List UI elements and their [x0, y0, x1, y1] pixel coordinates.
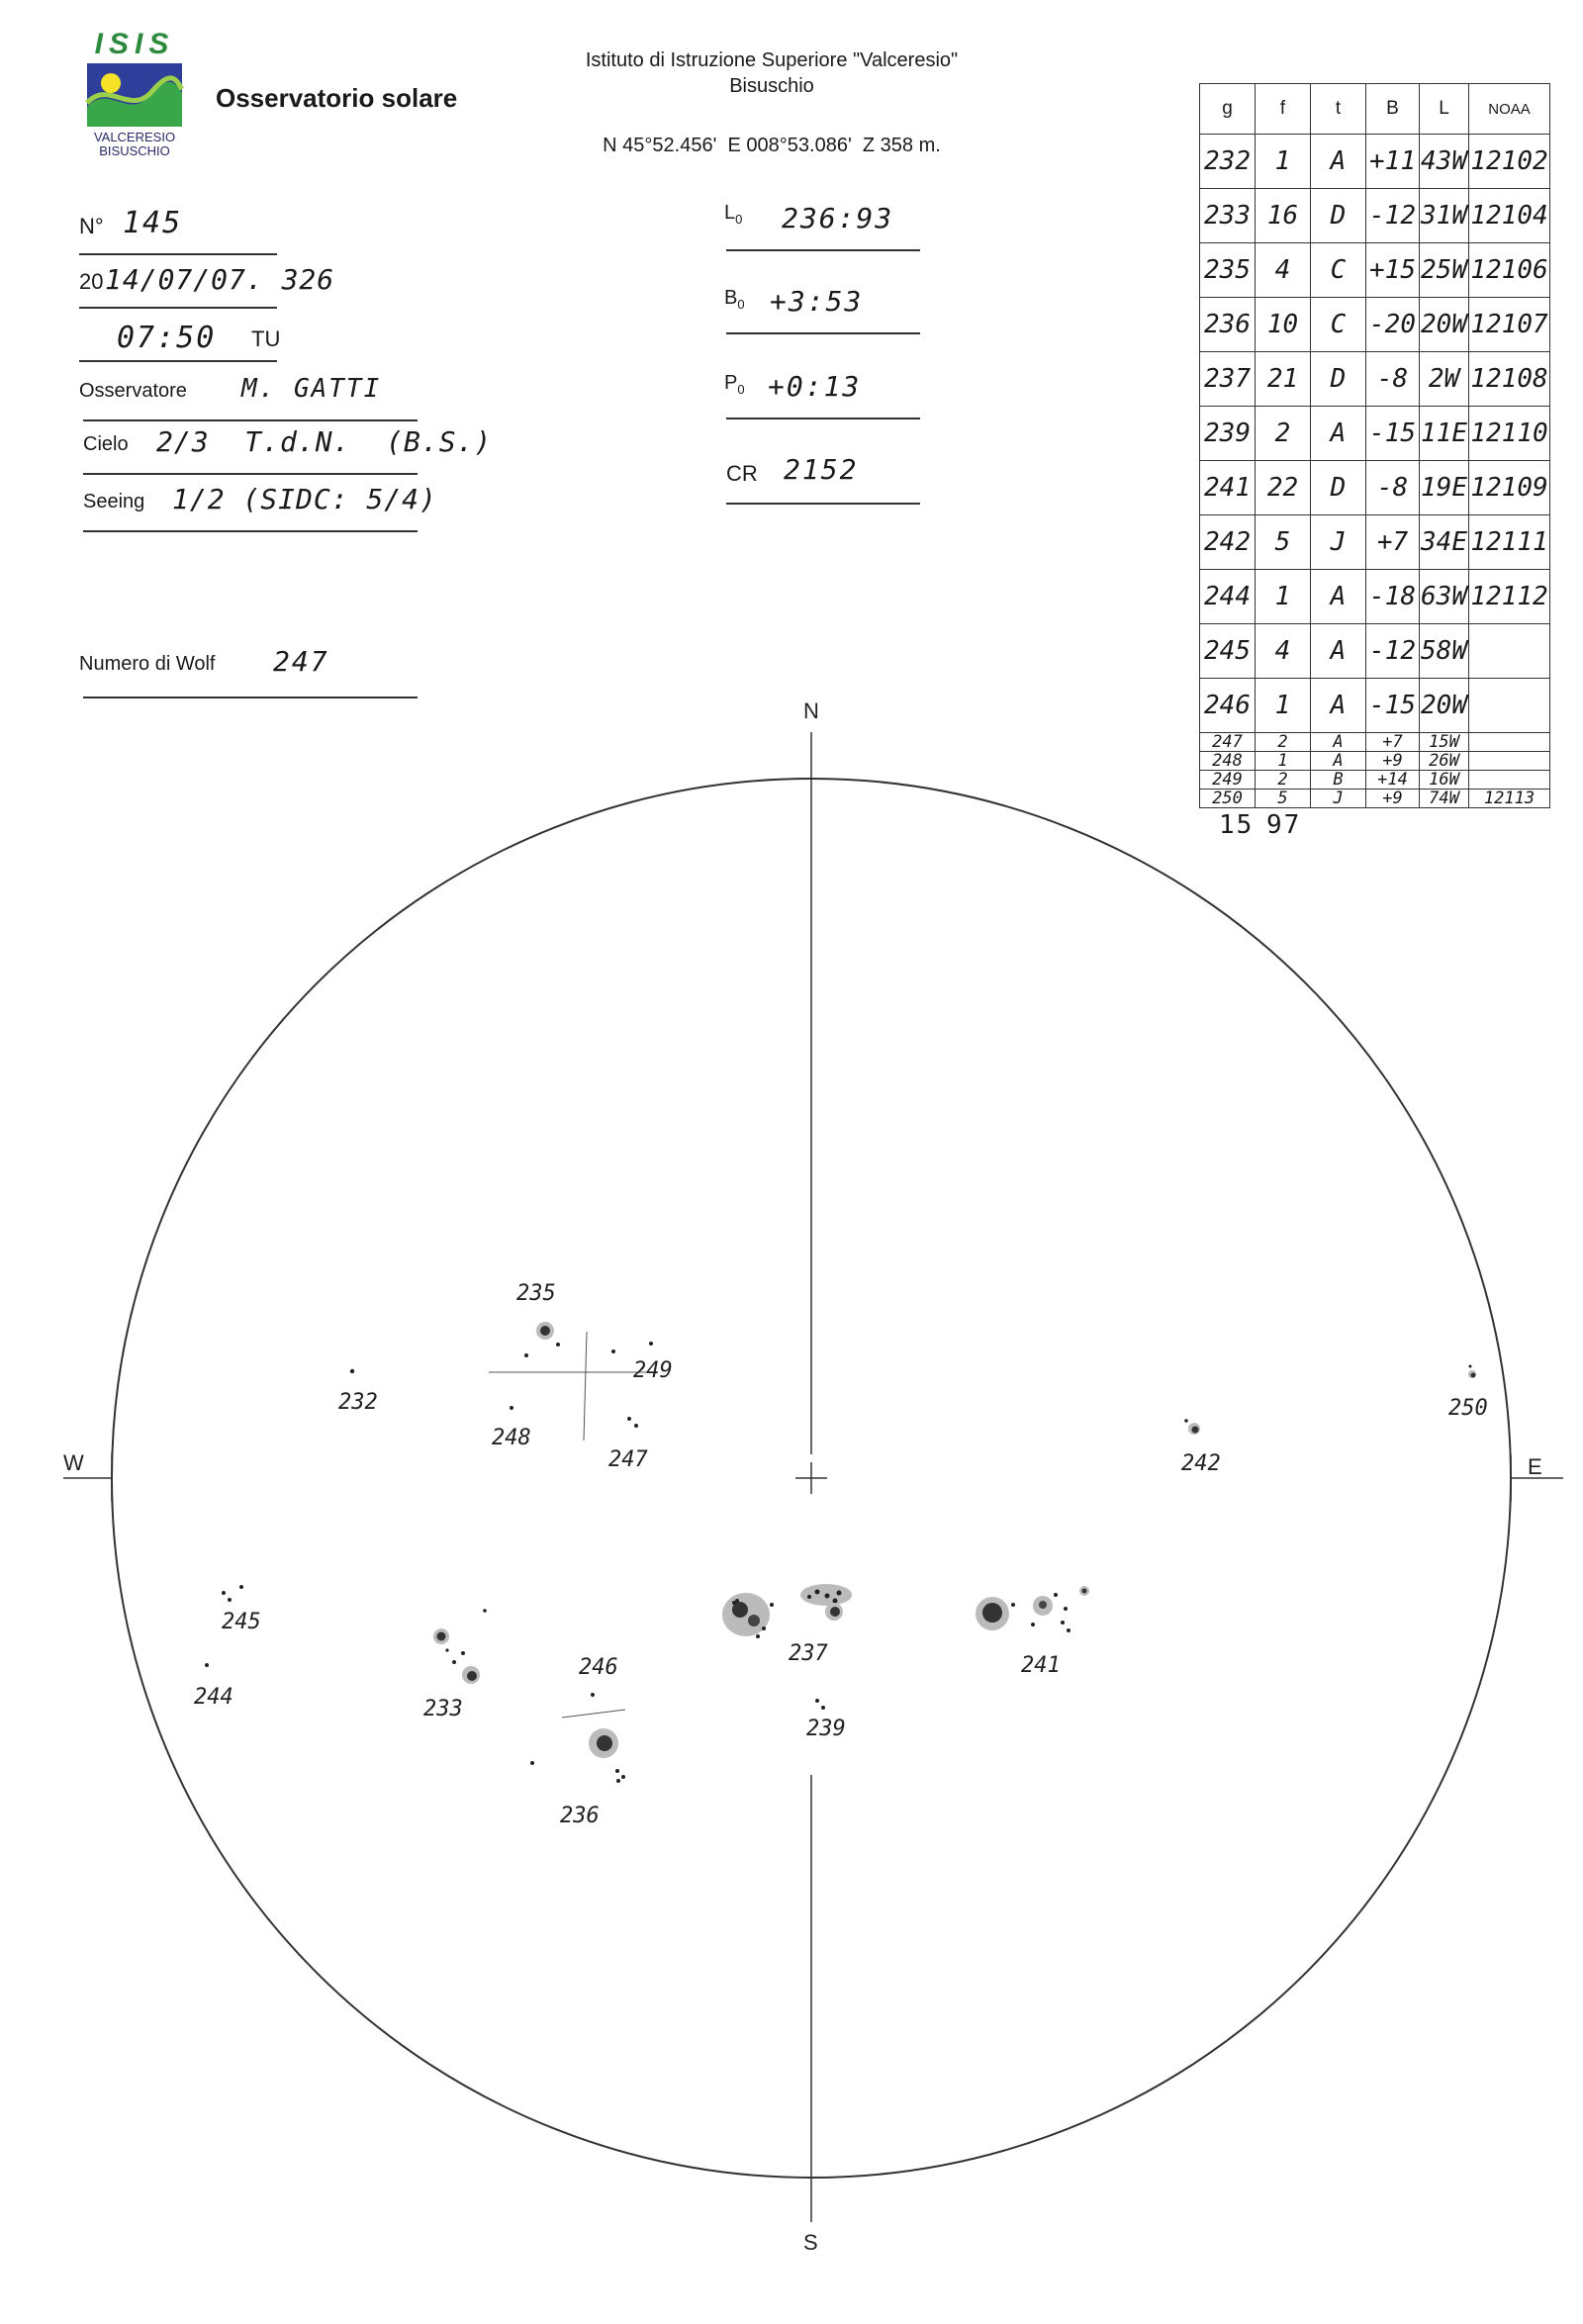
cell-t: A	[1311, 407, 1366, 461]
header-noaa: NOAA	[1469, 84, 1550, 135]
sky-value: 2/3 T.d.N. (B.S.)	[156, 425, 493, 458]
cell-t: C	[1311, 298, 1366, 352]
cell-g: 239	[1200, 407, 1256, 461]
sunspot-group-233	[433, 1609, 487, 1684]
cell-t: A	[1311, 135, 1366, 189]
cell-f: 1	[1256, 752, 1311, 771]
observer-label: Osservatore	[79, 380, 187, 402]
logo-title: ISIS	[94, 28, 175, 60]
p0-label-text: P	[724, 372, 738, 394]
cell-b: -15	[1366, 407, 1420, 461]
observer-value: M. GATTI	[241, 374, 382, 404]
cell-t: A	[1311, 679, 1366, 733]
cell-f: 2	[1256, 733, 1311, 752]
seeing-value: 1/2 (SIDC: 5/4)	[172, 483, 437, 515]
group-label-232: 232	[338, 1390, 378, 1415]
sunspot-group-244	[205, 1663, 209, 1667]
cr-value: 2152	[784, 453, 859, 486]
cell-l: 11E	[1420, 407, 1469, 461]
cell-g: 248	[1200, 752, 1256, 771]
header-g: g	[1200, 84, 1256, 135]
seeing-label: Seeing	[83, 491, 145, 512]
cell-f: 5	[1256, 790, 1311, 808]
group-label-236: 236	[560, 1804, 600, 1828]
cell-f: 1	[1256, 135, 1311, 189]
cell-l: 58W	[1420, 624, 1469, 679]
group-label-239: 239	[806, 1717, 846, 1741]
cell-noaa: 12107	[1469, 298, 1550, 352]
cell-noaa: 12110	[1469, 407, 1550, 461]
cell-g: 236	[1200, 298, 1256, 352]
cell-noaa: 12111	[1469, 515, 1550, 570]
cell-f: 2	[1256, 407, 1311, 461]
cell-l: 2W	[1420, 352, 1469, 407]
cell-f: 21	[1256, 352, 1311, 407]
time-value: 07:50	[117, 321, 217, 355]
l0-label-sub: 0	[735, 212, 743, 227]
cell-noaa: 12108	[1469, 352, 1550, 407]
observatory-title: Osservatorio solare	[216, 83, 458, 113]
sunspot-group-248	[510, 1406, 513, 1410]
east-label: E	[1528, 1454, 1542, 1479]
group-label-237: 237	[789, 1641, 828, 1666]
cell-l: 34E	[1420, 515, 1469, 570]
cell-f: 4	[1256, 243, 1311, 298]
cell-noaa: 12112	[1469, 570, 1550, 624]
cell-b: +14	[1366, 771, 1420, 790]
cell-l: 25W	[1420, 243, 1469, 298]
group-label-235: 235	[516, 1281, 556, 1306]
institute-name: Istituto di Istruzione Superiore "Valceresio"	[585, 49, 959, 71]
grid-line-c	[562, 1710, 625, 1718]
cell-f: 16	[1256, 189, 1311, 243]
number-value: 145	[123, 206, 183, 240]
cell-g: 241	[1200, 461, 1256, 515]
wolf-label: Numero di Wolf	[79, 653, 216, 675]
logo-subtitle-2: BISUSCHIO	[99, 143, 170, 158]
group-label-246: 246	[579, 1655, 618, 1680]
group-label-245: 245	[222, 1610, 261, 1634]
total-groups: 15	[1219, 810, 1255, 840]
cell-t: C	[1311, 243, 1366, 298]
group-label-250: 250	[1448, 1396, 1488, 1421]
b0-label-text: B	[724, 287, 738, 309]
south-label: S	[803, 2230, 818, 2255]
cell-l: 26W	[1420, 752, 1469, 771]
cell-noaa: 12106	[1469, 243, 1550, 298]
number-label: N°	[79, 214, 104, 238]
sky-label: Cielo	[83, 433, 129, 455]
cell-g: 245	[1200, 624, 1256, 679]
cell-g: 246	[1200, 679, 1256, 733]
group-label-248: 248	[492, 1426, 531, 1450]
cell-l: 16W	[1420, 771, 1469, 790]
cell-b: -15	[1366, 679, 1420, 733]
b0-label-sub: 0	[737, 297, 745, 312]
observatory-coordinates: N 45°52.456' E 008°53.086' Z 358 m.	[603, 135, 941, 156]
cell-g: 247	[1200, 733, 1256, 752]
cell-g: 250	[1200, 790, 1256, 808]
cr-label: CR	[726, 461, 758, 486]
cell-b: -20	[1366, 298, 1420, 352]
cell-b: +9	[1366, 752, 1420, 771]
cell-t: A	[1311, 752, 1366, 771]
cell-b: -18	[1366, 570, 1420, 624]
group-label-249: 249	[633, 1358, 673, 1383]
p0-label-sub: 0	[737, 382, 745, 397]
cell-t: D	[1311, 461, 1366, 515]
cell-b: -8	[1366, 352, 1420, 407]
cell-g: 233	[1200, 189, 1256, 243]
wolf-value: 247	[273, 645, 329, 678]
group-label-247: 247	[608, 1447, 648, 1472]
sunspot-group-236	[530, 1728, 625, 1783]
cell-l: 63W	[1420, 570, 1469, 624]
cell-f: 1	[1256, 570, 1311, 624]
sunspot-group-241	[976, 1586, 1089, 1632]
cell-f: 22	[1256, 461, 1311, 515]
total-spots: 97	[1266, 810, 1302, 840]
cell-l: 31W	[1420, 189, 1469, 243]
cell-l: 43W	[1420, 135, 1469, 189]
cell-g: 249	[1200, 771, 1256, 790]
cell-b: -12	[1366, 189, 1420, 243]
cell-noaa: 12102	[1469, 135, 1550, 189]
cell-t: A	[1311, 570, 1366, 624]
cell-f: 2	[1256, 771, 1311, 790]
cell-t: A	[1311, 624, 1366, 679]
sunspot-group-247	[627, 1417, 638, 1428]
sunspot-group-246	[591, 1693, 595, 1697]
cell-f: 5	[1256, 515, 1311, 570]
cell-noaa: 12104	[1469, 189, 1550, 243]
cell-b: +7	[1366, 515, 1420, 570]
cell-b: +9	[1366, 790, 1420, 808]
cell-t: B	[1311, 771, 1366, 790]
cell-t: J	[1311, 515, 1366, 570]
sunspot-group-250	[1468, 1365, 1476, 1379]
cell-l: 20W	[1420, 298, 1469, 352]
cell-l: 19E	[1420, 461, 1469, 515]
cell-b: +15	[1366, 243, 1420, 298]
b0-value: +3:53	[770, 285, 864, 318]
cell-g: 242	[1200, 515, 1256, 570]
cell-f: 10	[1256, 298, 1311, 352]
sunspot-group-235	[524, 1322, 560, 1357]
west-label: W	[63, 1450, 84, 1475]
cell-g: 237	[1200, 352, 1256, 407]
group-label-242: 242	[1181, 1451, 1221, 1476]
cell-f: 1	[1256, 679, 1311, 733]
cell-f: 4	[1256, 624, 1311, 679]
logo-subtitle-1: VALCERESIO	[93, 130, 176, 144]
sunspot-group-237	[722, 1584, 852, 1638]
sunspot-group-249	[611, 1342, 653, 1353]
date-prefix: 20	[79, 269, 104, 294]
header-b: B	[1366, 84, 1420, 135]
group-label-244: 244	[194, 1685, 233, 1710]
cell-noaa: 12113	[1469, 790, 1550, 808]
north-label: N	[803, 698, 819, 723]
cell-t: D	[1311, 189, 1366, 243]
cell-b: +11	[1366, 135, 1420, 189]
sunspot-group-245	[222, 1585, 243, 1602]
cell-b: +7	[1366, 733, 1420, 752]
institute-location: Bisuschio	[729, 75, 814, 97]
cell-g: 232	[1200, 135, 1256, 189]
cell-l: 15W	[1420, 733, 1469, 752]
sunspot-group-232	[350, 1369, 354, 1373]
cell-t: J	[1311, 790, 1366, 808]
header-l: L	[1420, 84, 1469, 135]
cell-b: -8	[1366, 461, 1420, 515]
header-f: f	[1256, 84, 1311, 135]
grid-line-b	[584, 1332, 587, 1441]
cell-g: 235	[1200, 243, 1256, 298]
header-t: t	[1311, 84, 1366, 135]
cell-b: -12	[1366, 624, 1420, 679]
cell-t: D	[1311, 352, 1366, 407]
group-label-241: 241	[1021, 1653, 1061, 1678]
sunspot-group-239	[815, 1699, 825, 1710]
p0-value: +0:13	[768, 370, 862, 403]
date-value: 14/07/07. 326	[105, 263, 335, 296]
l0-value: 236:93	[782, 202, 894, 234]
sunspot-group-242	[1184, 1419, 1200, 1435]
time-unit: TU	[251, 326, 281, 351]
group-label-233: 233	[423, 1697, 463, 1721]
cell-t: A	[1311, 733, 1366, 752]
l0-label-text: L	[724, 202, 736, 224]
cell-noaa: 12109	[1469, 461, 1550, 515]
cell-g: 244	[1200, 570, 1256, 624]
cell-l: 74W	[1420, 790, 1469, 808]
cell-l: 20W	[1420, 679, 1469, 733]
